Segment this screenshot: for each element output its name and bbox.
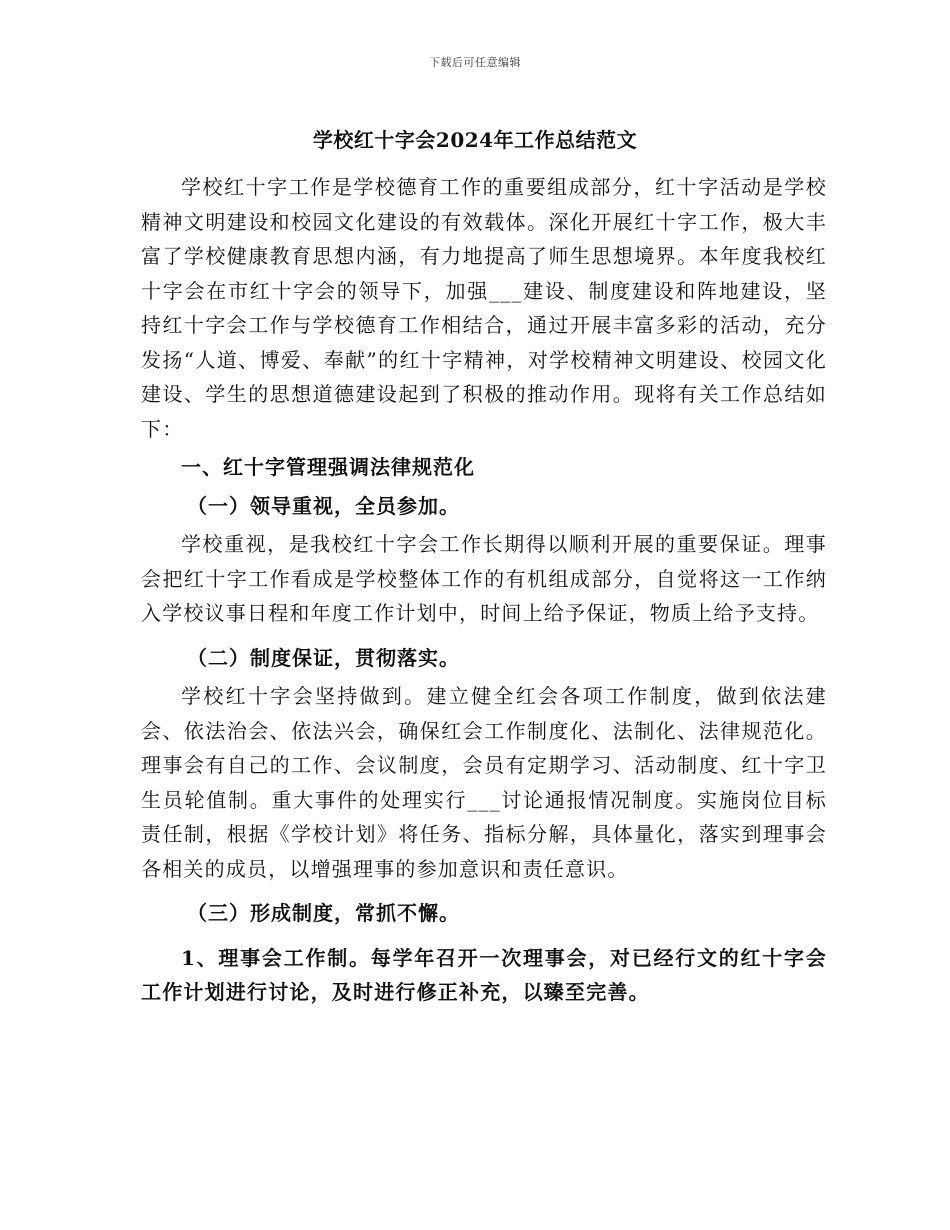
document-body [141, 170, 827, 1010]
subsection-3-heading: （三）形成制度，常抓不懈。 [187, 901, 460, 925]
subsection-2-heading: （二）制度保证，贯彻落实。 [187, 645, 460, 670]
header-note: 下载后可任意编辑 [429, 56, 521, 69]
subsection-1-heading: （一）领导重视，全员参加。 [187, 493, 460, 518]
section-1-heading: 一、红十字管理强调法律规范化 [181, 455, 475, 479]
subsection-2-paragraph: 学校红十字会坚持做到。建立健全红会各项工作制度，做到依法建会、依法治会、依法兴会，确保红会工作制度化、法制化、法律规范化。理事会有自己的工作、会议制度，会员有定期学习、活动制度、红十字卫生员轮值制。重大事件的处理实行___讨论通报情况制度。实施岗位目标责任制，根据《学校计划》将任务、指标分解，具体量化，落实到理事会各相关的成员，以增强理事的参加意识和责任意识。 [141, 684, 827, 881]
document-title: 学校红十字会2024年工作总结范文 [312, 128, 638, 152]
subsection-1-paragraph: 学校重视，是我校红十字会工作长期得以顺利开展的重要保证。理事会把红十字工作看成是学校整体工作的有机组成部分，自觉将这一工作纳入学校议事日程和年度工作计划中，时间上给予保证，物质上给予支持。 [141, 532, 827, 625]
intro-paragraph: 学校红十字工作是学校德育工作的重要组成部分，红十字活动是学校精神文明建设和校园文化建设的有效载体。深化开展红十字工作，极大丰富了学校健康教育思想内涵，有力地提高了师生思想境界。本年度我校红十字会在市红十字会的领导下，加强___建设、制度建设和阵地建设，坚持红十字会工作与学校德育工作相结合，通过开展丰富多彩的活动，充分发扬“人道、博爱、奉献”的红十字精神，对学校精神文明建设、校园文化建设、学生的思想道德建设起到了积极的推动作用。现将有关工作总结如下： [141, 175, 827, 441]
subsection-3-item-1: 1、理事会工作制。每学年召开一次理事会，对已经行文的红十字会工作计划进行讨论，及时进行修正补充，以臻至完善。 [141, 945, 827, 1004]
